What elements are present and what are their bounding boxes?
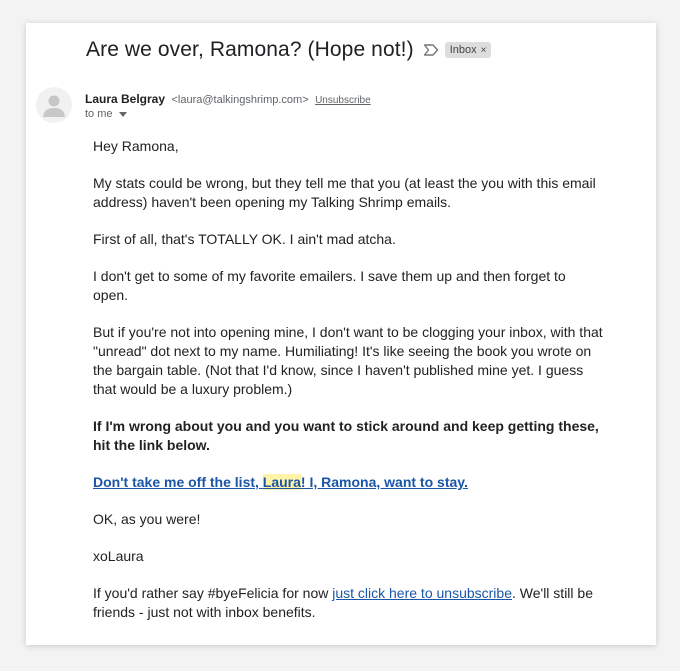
stay-link-text: ! I, Ramona, want to stay. (300, 474, 468, 490)
remove-label-icon[interactable]: × (480, 44, 487, 56)
greeting: Hey Ramona, (93, 138, 179, 154)
inbox-label-chip (445, 42, 492, 58)
email-subject: Are we over, Ramona? (Hope not!) (86, 38, 414, 61)
recipient-text: to me (85, 108, 113, 120)
subject-row (86, 38, 491, 62)
closing-text: If you'd rather say #byeFelicia for now (93, 585, 333, 601)
unsubscribe-header-link[interactable]: Unsubscribe (315, 95, 371, 106)
signoff: xoLaura (93, 548, 144, 564)
stay-link-text: Don't take me off the list, (93, 474, 263, 490)
body-paragraph: But if you're not into opening mine, I don't want to be clogging your inbox, with that "unread" dot next to my name. Humiliating! It's like seeing the book you wrote on the bargain table. (Not that I'd know, since I haven't published mine yet. I guess that would be a luxury problem.) (93, 324, 603, 397)
closing-text: . We'll still be friends - just not with inbox benefits. (93, 585, 593, 620)
email-card (26, 23, 656, 645)
body-paragraph: My stats could be wrong, but they tell me that you (at least the you with this email address) haven't been opening my Talking Shrimp emails. (93, 175, 596, 210)
sender-row (85, 90, 371, 108)
unsubscribe-body-link[interactable]: just click here to unsubscribe (332, 585, 512, 601)
closing-paragraph (93, 584, 603, 622)
sender-name: Laura Belgray (85, 92, 166, 106)
inbox-label-text: Inbox (449, 44, 477, 56)
highlighted-name: Laura (262, 474, 301, 490)
chevron-down-icon[interactable] (119, 112, 127, 117)
recipient-row (85, 108, 127, 120)
sender-email: <laura@talkingshrimp.com> (171, 94, 309, 106)
call-to-action-text: If I'm wrong about you and you want to stick around and keep getting these, hit the link below. (93, 418, 599, 453)
default-avatar-icon (36, 87, 72, 123)
body-paragraph: OK, as you were! (93, 511, 201, 527)
email-body (93, 137, 603, 640)
stay-on-list-link[interactable] (93, 474, 468, 490)
body-paragraph: First of all, that's TOTALLY OK. I ain't mad atcha. (93, 231, 396, 247)
importance-marker-icon[interactable] (423, 43, 439, 57)
stay-link-paragraph (93, 473, 603, 492)
body-paragraph: I don't get to some of my favorite emailers. I save them up and then forget to open. (93, 268, 566, 303)
